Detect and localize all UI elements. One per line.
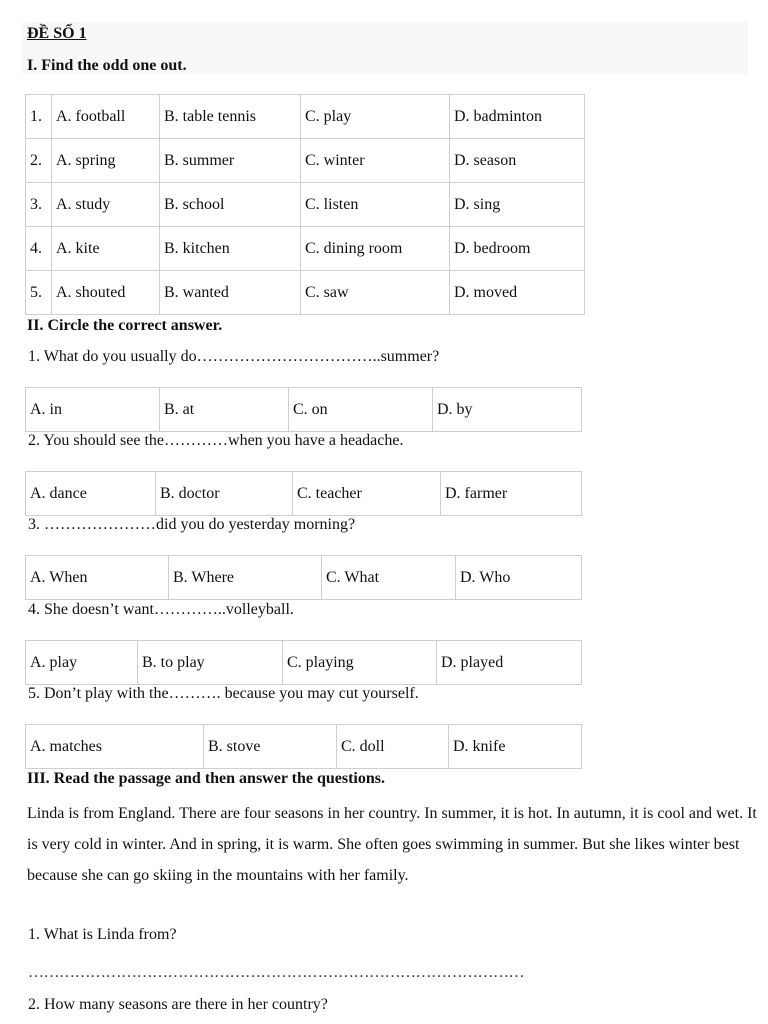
option-b: B. kitchen [160,227,301,271]
row-number: 2. [26,139,52,183]
section-2-heading: II. Circle the correct answer. [27,317,223,334]
option-b: B. doctor [156,472,293,516]
option-d: D. knife [449,725,582,769]
option-a: A. When [26,556,169,600]
option-a: A. kite [52,227,160,271]
row-number: 3. [26,183,52,227]
question-text: 4. She doesn’t want…………..volleyball. [28,601,294,618]
table-row [26,183,585,227]
row-number: 1. [26,95,52,139]
option-d: D. season [450,139,585,183]
section-3-heading: III. Read the passage and then answer the questions. [27,770,385,787]
option-b: B. school [160,183,301,227]
option-d: D. Who [456,556,582,600]
option-a: A. shouted [52,271,160,315]
option-c: C. listen [301,183,450,227]
option-d: D. moved [450,271,585,315]
section-1-heading: I. Find the odd one out. [27,57,187,74]
answer-options [25,724,582,769]
table-row [26,139,585,183]
answer-options [25,471,582,516]
question-text: 3. …………………did you do yesterday morning? [28,516,356,533]
option-d: D. sing [450,183,585,227]
option-c: C. playing [283,641,437,685]
option-b: B. summer [160,139,301,183]
question-text: 1. What do you usually do……………………………..summer? [28,348,440,365]
option-c: C. play [301,95,450,139]
table-row [26,227,585,271]
row-number: 4. [26,227,52,271]
option-b: B. table tennis [160,95,301,139]
option-a: A. matches [26,725,204,769]
option-b: B. to play [138,641,283,685]
option-a: A. in [26,388,160,432]
answer-options [25,555,582,600]
option-d: D. bedroom [450,227,585,271]
option-d: D. by [433,388,582,432]
option-c: C. doll [337,725,449,769]
answer-line[interactable]: …………………………………………………………………………………… [28,964,524,981]
option-a: A. spring [52,139,160,183]
row-number: 5. [26,271,52,315]
question-text: 2. You should see the…………when you have a headache. [28,432,404,449]
option-b: B. stove [204,725,337,769]
option-a: A. dance [26,472,156,516]
option-a: A. football [52,95,160,139]
option-c: C. on [289,388,433,432]
answer-options [25,387,582,432]
option-c: C. saw [301,271,450,315]
table-row [26,95,585,139]
option-b: B. Where [169,556,322,600]
comprehension-question: 2. How many seasons are there in her country? [28,996,328,1013]
option-a: A. play [26,641,138,685]
question-text: 5. Don’t play with the………. because you may cut yourself. [28,685,419,702]
option-b: B. wanted [160,271,301,315]
option-c: C. teacher [293,472,441,516]
comprehension-question: 1. What is Linda from? [28,926,177,943]
answer-options [25,640,582,685]
option-d: D. badminton [450,95,585,139]
option-d: D. farmer [441,472,582,516]
reading-passage: Linda is from England. There are four seasons in her country. In summer, it is hot. In autumn, it is cool and wet. It is very cold in winter. And in spring, it is warm. She often goes swimming in summer. But she likes winter best because she can go skiing in the mountains with her family. [27,805,757,884]
option-b: B. at [160,388,289,432]
option-c: C. winter [301,139,450,183]
option-d: D. played [437,641,582,685]
odd-one-out-table [25,94,585,315]
option-a: A. study [52,183,160,227]
table-row [26,271,585,315]
page-title: ĐỀ SỐ 1 [27,25,87,42]
option-c: C. What [322,556,456,600]
option-c: C. dining room [301,227,450,271]
